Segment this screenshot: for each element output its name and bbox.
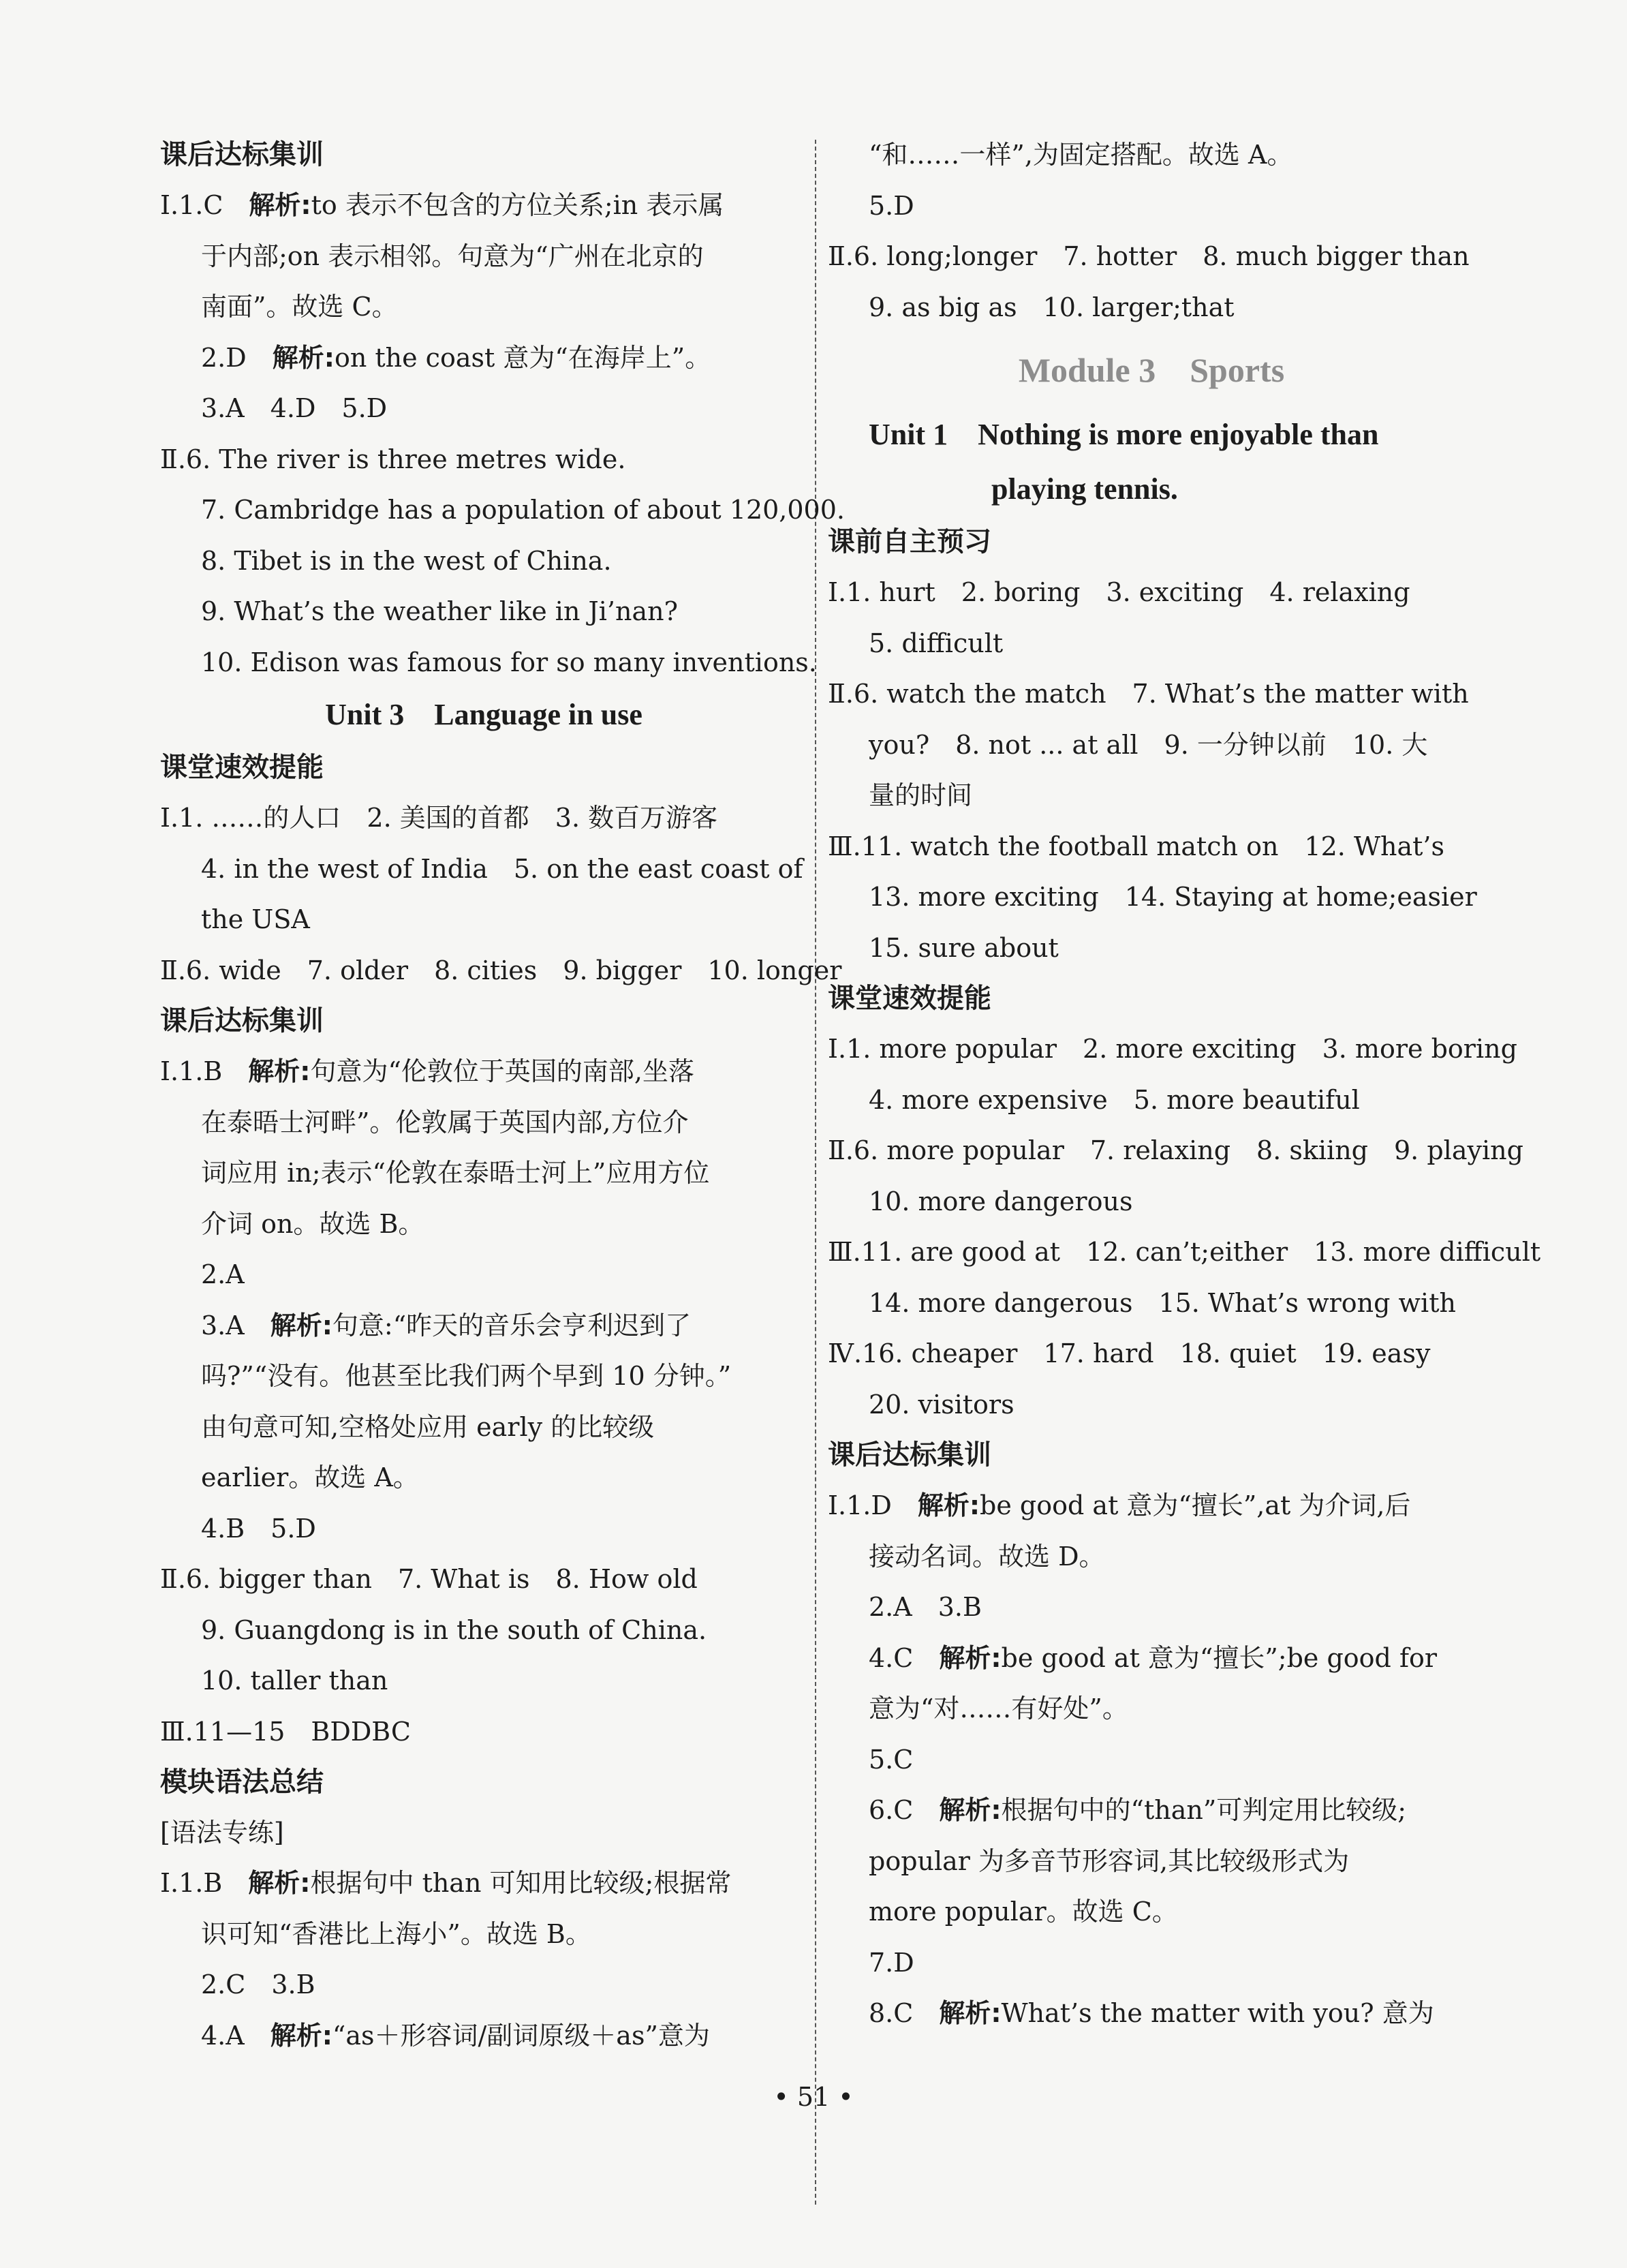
- answer-line: Ⅱ.6. wide 7. older 8. cities 9. bigger 10. longer: [160, 955, 842, 985]
- answer-line: 14. more dangerous 15. What’s wrong with: [869, 1287, 1456, 1318]
- column-divider: [815, 140, 816, 2205]
- answer-line: 4.B 5.D: [201, 1513, 316, 1544]
- answer-line: you? 8. not ... at all 9. 一分钟以前 10. 大: [869, 729, 1428, 760]
- answer-line: Ⅰ.1. hurt 2. boring 3. exciting 4. relaxing: [828, 577, 1410, 607]
- answer-line: 由句意可知,空格处应用 early 的比较级: [201, 1411, 655, 1442]
- right-column: [828, 129, 1541, 2039]
- answer-line: Ⅰ.1.B 解析:句意为“伦敦位于英国的南部,坐落: [160, 1056, 694, 1086]
- module-title: Module 3 Sports: [1018, 351, 1285, 389]
- answer-line: 于内部;on 表示相邻。句意为“广州在北京的: [201, 241, 704, 271]
- answer-line: the USA: [201, 904, 310, 934]
- answer-line: Ⅱ.6. bigger than 7. What is 8. How old: [160, 1564, 698, 1594]
- answer-line: earlier。故选 A。: [201, 1462, 419, 1492]
- answer-line: 5.C: [869, 1744, 914, 1775]
- answer-line: popular 为多音节形容词,其比较级形式为: [869, 1845, 1350, 1876]
- section-heading: 课堂速效提能: [160, 752, 324, 783]
- answer-line: 8.C 解析:What’s the matter with you? 意为: [869, 1998, 1434, 2028]
- answer-line: 2.C 3.B: [201, 1970, 315, 1999]
- answer-line: 10. taller than: [201, 1666, 388, 1696]
- answer-line: 2.A: [201, 1259, 245, 1289]
- unit-title-continued: playing tennis.: [991, 472, 1178, 506]
- answer-line: 2.A 3.B: [869, 1592, 982, 1622]
- answer-line: 意为“对……有好处”。: [869, 1694, 1128, 1723]
- answer-line: 4. more expensive 5. more beautiful: [869, 1084, 1360, 1115]
- answer-line: Ⅱ.6. long;longer 7. hotter 8. much bigger than: [828, 241, 1470, 271]
- section-heading: 课前自主预习: [828, 526, 991, 557]
- answer-line: Ⅰ.1.C 解析:to 表示不包含的方位关系;in 表示属: [160, 190, 724, 220]
- answer-line: 13. more exciting 14. Staying at home;easier: [869, 882, 1477, 912]
- answer-line: 量的时间: [869, 780, 973, 810]
- answer-line: Ⅲ.11—15 BDDBC: [160, 1716, 411, 1747]
- answer-line: 8. Tibet is in the west of China.: [201, 545, 612, 576]
- answer-line: “和……一样”,为固定搭配。故选 A。: [869, 140, 1293, 170]
- answer-line: Ⅱ.6. The river is three metres wide.: [160, 444, 626, 474]
- unit-title: Unit 1 Nothing is more enjoyable than: [869, 418, 1379, 451]
- answer-line: 4.A 解析:“as＋形容词/副词原级＋as”意为: [201, 2020, 710, 2051]
- answer-line: 在泰晤士河畔”。伦敦属于英国内部,方位介: [201, 1107, 689, 1137]
- section-heading: 课后达标集训: [160, 1005, 324, 1037]
- answer-line: 南面”。故选 C。: [201, 292, 398, 322]
- answer-line: 9. What’s the weather like in Ji’nan?: [201, 596, 678, 626]
- answer-line: more popular。故选 C。: [869, 1897, 1178, 1927]
- answer-line: 15. sure about: [869, 932, 1059, 963]
- unit-title: Unit 3 Language in use: [325, 698, 642, 731]
- answer-line: 9. Guangdong is in the south of China.: [201, 1614, 707, 1645]
- answer-line: 3.A 解析:句意:“昨天的音乐会亨利迟到了: [201, 1310, 692, 1340]
- answer-line: Ⅲ.11. are good at 12. can’t;either 13. more difficult: [828, 1237, 1541, 1267]
- answer-line: 7. Cambridge has a population of about 120,000.: [201, 495, 845, 525]
- section-heading: 模块语法总结: [160, 1766, 324, 1798]
- answer-line: Ⅲ.11. watch the football match on 12. What’s: [828, 831, 1444, 861]
- answer-line: 介词 on。故选 B。: [201, 1208, 424, 1239]
- section-heading: 课后达标集训: [160, 139, 324, 170]
- answer-line: 7.D: [869, 1947, 914, 1978]
- answer-line: 3.A 4.D 5.D: [201, 393, 388, 423]
- answer-line: 5.D: [869, 190, 914, 221]
- answer-line: 5. difficult: [869, 628, 1004, 658]
- answer-line: Ⅰ.1.B 解析:根据句中 than 可知用比较级;根据常: [160, 1868, 732, 1898]
- answer-line: 识可知“香港比上海小”。故选 B。: [201, 1918, 591, 1949]
- answer-line: 10. more dangerous: [869, 1186, 1133, 1216]
- answer-line: 10. Edison was famous for so many inventions.: [201, 647, 817, 677]
- left-column: [160, 129, 845, 2061]
- page-number: • 51 •: [773, 2082, 854, 2112]
- answer-line: 4. in the west of India 5. on the east coast of: [201, 853, 803, 884]
- answer-line: Ⅰ.1.D 解析:be good at 意为“擅长”,at 为介词,后: [828, 1490, 1411, 1520]
- answer-line: Ⅰ.1. more popular 2. more exciting 3. more boring: [828, 1034, 1517, 1064]
- answer-line: 词应用 in;表示“伦敦在泰晤士河上”应用方位: [201, 1158, 710, 1188]
- answer-line: 20. visitors: [869, 1389, 1014, 1420]
- section-heading: 课后达标集训: [828, 1439, 991, 1471]
- subsection-label: [语法专练]: [160, 1818, 284, 1848]
- answer-line: 吗?”“没有。他甚至比我们两个早到 10 分钟。”: [201, 1361, 732, 1391]
- answer-line: Ⅱ.6. more popular 7. relaxing 8. skiing 9. playing: [828, 1135, 1523, 1165]
- answer-line: 2.D 解析:on the coast 意为“在海岸上”。: [201, 342, 711, 373]
- answer-line: 6.C 解析:根据句中的“than”可判定用比较级;: [869, 1795, 1407, 1825]
- answer-line: 9. as big as 10. larger;that: [869, 292, 1235, 322]
- answer-line: Ⅰ.1. ……的人口 2. 美国的首都 3. 数百万游客: [160, 803, 718, 833]
- answer-line: Ⅱ.6. watch the match 7. What’s the matter with: [828, 679, 1469, 709]
- answer-line: 4.C 解析:be good at 意为“擅长”;be good for: [869, 1642, 1438, 1673]
- answer-line: 接动名词。故选 D。: [869, 1541, 1105, 1572]
- answer-line: Ⅳ.16. cheaper 17. hard 18. quiet 19. easy: [828, 1338, 1431, 1368]
- section-heading: 课堂速效提能: [828, 983, 991, 1014]
